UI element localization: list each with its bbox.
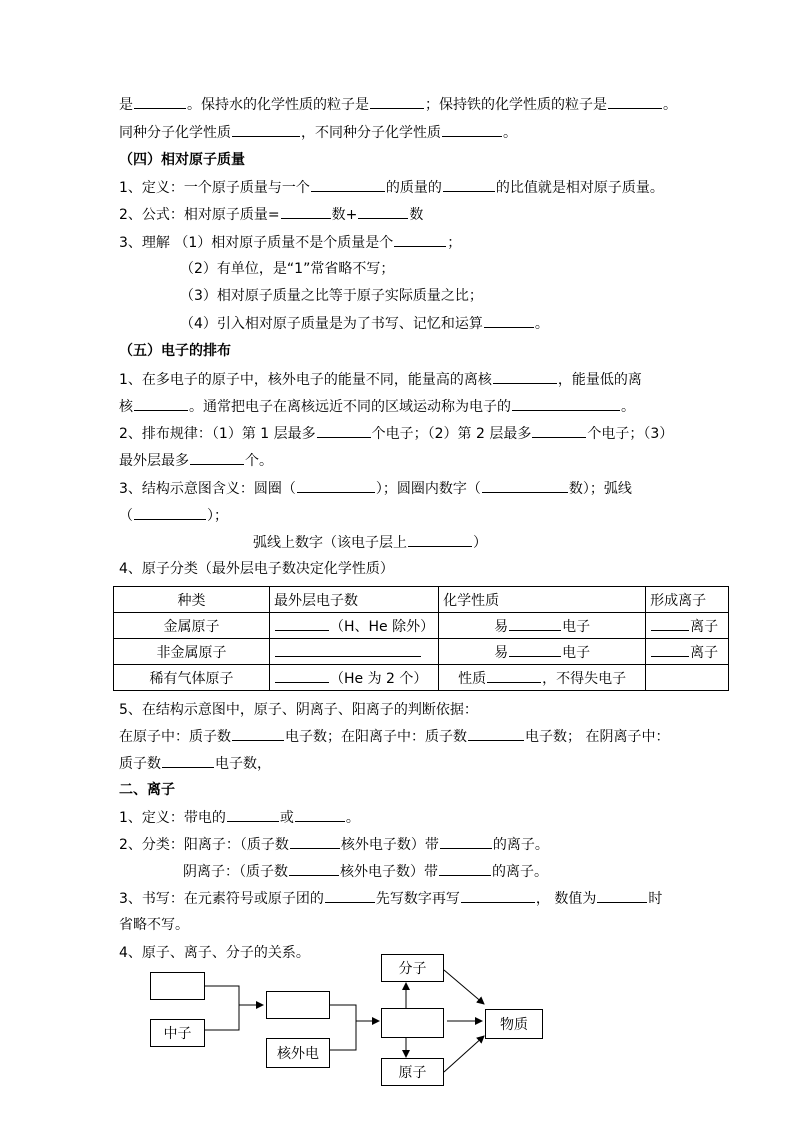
elec-2b: 最外层最多 个。 — [119, 453, 273, 469]
elec-5: 5、在结构示意图中，原子、阴离子、阳离子的判断依据： — [119, 702, 478, 718]
row-kind: 稀有气体原子 — [114, 665, 270, 691]
ion-3b: 省略不写。 — [119, 917, 189, 933]
def-3-4: （4）引入相对原子质量是为了书写、记忆和运算 。 — [180, 316, 549, 332]
neutron-box: 中子 — [150, 1019, 205, 1047]
def-3-3: （3）相对原子质量之比等于原子实际质量之比； — [180, 288, 483, 304]
row-property: 易 电子 — [439, 613, 646, 639]
blank-box-proton — [150, 972, 205, 1000]
line-1: 是 。保持水的化学性质的粒子是 ；保持铁的化学性质的粒子是 。 — [119, 97, 677, 113]
header-kind: 种类 — [114, 587, 270, 613]
elec-1b: 核 。通常把电子在离核远近不同的区域运动称为电子的 。 — [119, 399, 635, 415]
header-outer: 最外层电子数 — [270, 587, 439, 613]
def-1: 1、定义：一个原子质量与一个 的质量的 的比值就是相对原子质量。 — [119, 180, 664, 196]
electron-box: 核外电 — [266, 1038, 330, 1068]
molecule-box: 分子 — [381, 954, 444, 982]
section-ion-title: 二、离子 — [119, 782, 175, 798]
atom-box: 原子 — [381, 1058, 444, 1086]
ion-2b: 阴离子：（质子数 核外电子数）带 的离子。 — [183, 864, 548, 880]
elec-4: 4、原子分类（最外层电子数决定化学性质） — [119, 561, 394, 577]
header-property: 化学性质 — [439, 587, 646, 613]
row-ion: 离子 — [646, 613, 729, 639]
elec-1: 1、在多电子的原子中，核外电子的能量不同，能量高的离核 ，能量低的离 — [119, 372, 642, 388]
row-property: 性质 ，不得失电子 — [439, 665, 646, 691]
row-kind: 金属原子 — [114, 613, 270, 639]
def-3: 3、理解 （1）相对原子质量不是个质量是个 ； — [119, 235, 462, 251]
section-5-title: （五）电子的排布 — [119, 343, 231, 359]
elec-3c: 弧线上数字（该电子层上 ） — [253, 535, 487, 551]
row-property: 易 电子 — [439, 639, 646, 665]
blank-box-atom — [381, 1008, 444, 1038]
matter-box: 物质 — [485, 1009, 543, 1039]
elec-5b: 在原子中：质子数 电子数；在阳离子中：质子数 电子数； 在阴离子中： — [119, 729, 670, 745]
row-outer: （He 为 2 个） — [270, 665, 439, 691]
line-2: 同种分子化学性质 ，不同种分子化学性质 。 — [119, 125, 517, 141]
elec-3: 3、结构示意图含义：圆圈（ ）；圆圈内数字（ 数）；弧线 — [119, 481, 632, 497]
ion-4: 4、原子、离子、分子的关系。 — [119, 945, 310, 961]
def-3-2: （2）有单位，是“1”常省略不写； — [180, 261, 395, 277]
def-2: 2、公式：相对原子质量= 数+ 数 — [119, 207, 424, 223]
row-ion: 离子 — [646, 639, 729, 665]
ion-2: 2、分类：阳离子：（质子数 核外电子数）带 的离子。 — [119, 837, 549, 853]
ion-1: 1、定义：带电的 或 。 — [119, 810, 360, 826]
section-4-title: （四）相对原子质量 — [119, 152, 245, 168]
elec-2: 2、排布规律：（1）第 1 层最多 个电子；（2）第 2 层最多 个电子；（3） — [119, 426, 674, 442]
header-ion: 形成离子 — [646, 587, 729, 613]
ion-3: 3、书写：在元素符号或原子团的 先写数字再写 ， 数值为 时 — [119, 891, 663, 907]
elec-5c: 质子数 电子数， — [119, 756, 271, 772]
row-outer: （H、He 除外） — [270, 613, 439, 639]
row-kind: 非金属原子 — [114, 639, 270, 665]
elec-3b: （ ）； — [119, 508, 228, 524]
blank-box-nucleus — [266, 991, 330, 1019]
